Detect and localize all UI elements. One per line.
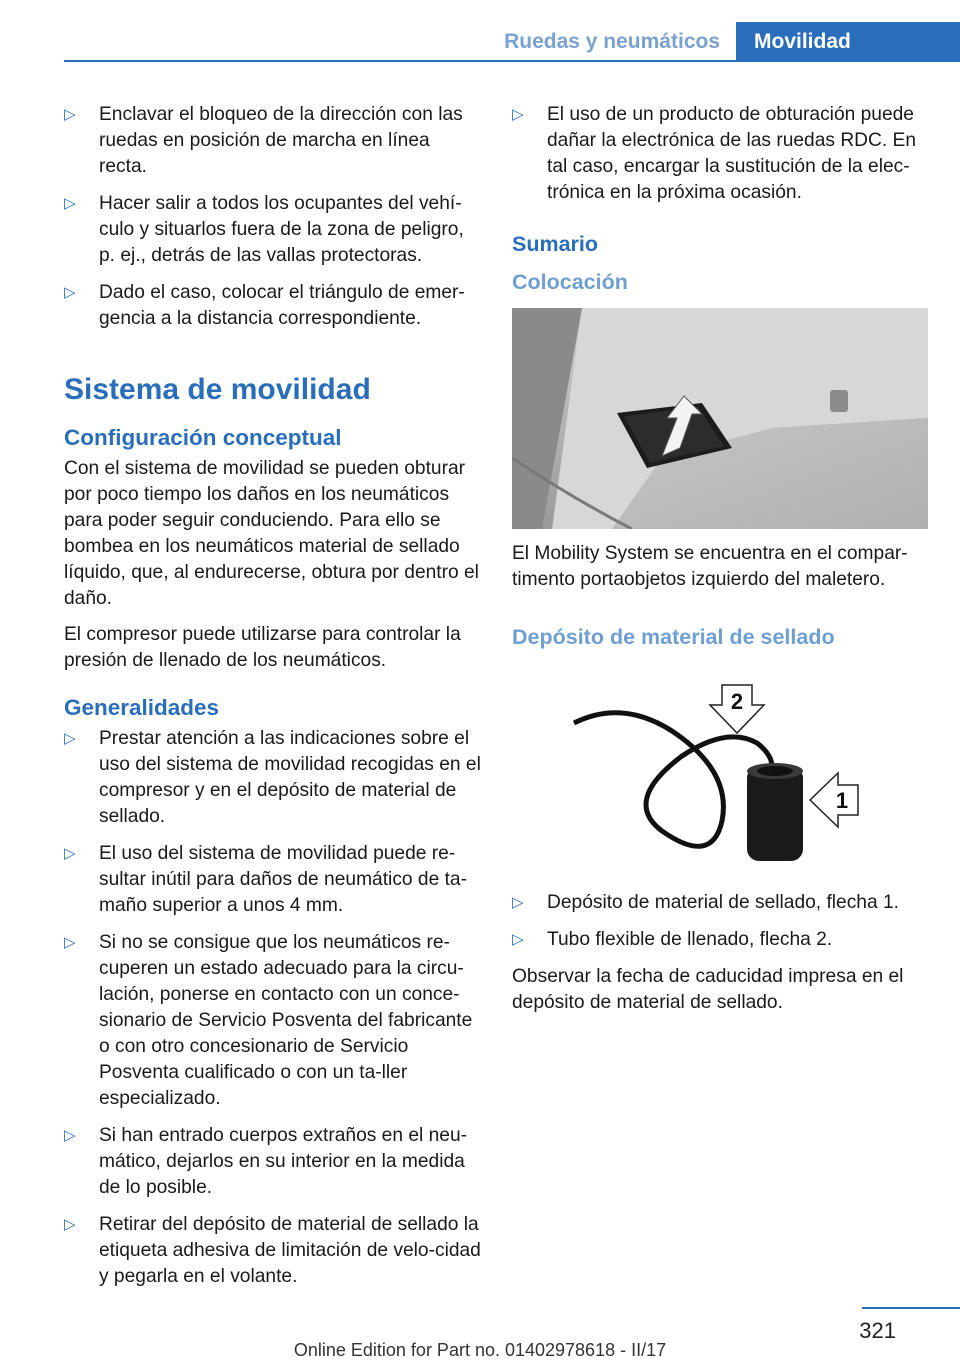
- list-item: [512, 102, 930, 206]
- placement-heading: Colocación: [512, 270, 628, 294]
- general-heading: Generalidades: [64, 695, 220, 720]
- list-item-text: Hacer salir a todos los ocupantes del vehí‐culo y situarlos fuera de la zona de peligro, p. ej., detrás de las vallas protectoras.: [99, 193, 464, 266]
- list-item: [64, 1123, 482, 1201]
- filling-hose: [574, 713, 772, 847]
- bullet-triangle-icon: ▷: [512, 894, 524, 911]
- bullet-triangle-icon: ▷: [512, 931, 524, 948]
- right-column: [512, 102, 930, 1026]
- deposit-heading: Depósito de material de sellado: [512, 625, 835, 649]
- list-item-text: Enclavar el bloqueo de la dirección con las ruedas en posición de marcha en línea recta.: [99, 104, 463, 177]
- page-number: 321: [859, 1318, 896, 1343]
- bullet-triangle-icon: ▷: [64, 1127, 76, 1144]
- arrow-1-label: 1: [835, 788, 849, 813]
- list-item-text: Tubo flexible de llenado, flecha 2.: [547, 929, 833, 950]
- list-item: [64, 726, 482, 830]
- bullet-triangle-icon: ▷: [64, 195, 76, 212]
- sealant-bottle-diagram: [512, 661, 928, 876]
- page-header: [64, 22, 960, 62]
- summary-heading: Sumario: [512, 232, 599, 256]
- header-section-title: Ruedas y neumáticos: [504, 30, 720, 53]
- bullet-triangle-icon: ▷: [512, 106, 524, 123]
- list-item: [64, 191, 482, 269]
- list-item: [64, 841, 482, 919]
- bullet-triangle-icon: ▷: [64, 1216, 76, 1233]
- list-item: [512, 890, 930, 916]
- list-item-text: Dado el caso, colocar el triángulo de emer‐gencia a la distancia correspondiente.: [99, 282, 465, 329]
- header-chapter-tab: Movilidad: [736, 22, 960, 62]
- deposit-note: Observar la fecha de caducidad impresa en el depósito de material de sellado.: [512, 966, 904, 1013]
- list-item: [64, 280, 482, 332]
- list-item-text: Retirar del depósito de material de sellado la etiqueta adhesiva de limitación de velo‐cidad y pegarla en el volante.: [99, 1214, 481, 1287]
- list-item-text: Si no se consigue que los neumáticos re‐cuperen un estado adecuado para la circu‐lación, ponerse en contacto con un conce‐sionario de Servicio Posventa del fabricante o con otro concesionario de Servicio Posventa cualificado o con un ta‐ller especializado.: [99, 932, 473, 1109]
- bullet-triangle-icon: ▷: [64, 934, 76, 951]
- list-item: [64, 930, 482, 1112]
- list-item-text: El uso del sistema de movilidad puede re‐sultar inútil para daños de neumático de ta‐maño superior a unos 4 mm.: [99, 843, 467, 916]
- arrow-1-icon: [810, 773, 858, 827]
- list-item-text: Depósito de material de sellado, flecha 1.: [547, 892, 899, 913]
- list-item-text: El uso de un producto de obturación puede dañar la electrónica de las ruedas RDC. En tal caso, encargar la sustitución de la elec‐trónica en la próxima ocasión.: [547, 104, 917, 203]
- placement-text: El Mobility System se encuentra en el compar‐timento portaobjetos izquierdo del maletero.: [512, 543, 908, 590]
- config-heading: Configuración conceptual: [64, 425, 342, 450]
- sealant-bottle: [747, 766, 803, 861]
- footer-rule: [862, 1307, 960, 1309]
- header-rule: [64, 60, 960, 62]
- config-paragraph: El compresor puede utilizarse para controlar la presión de llenado de los neumáticos.: [64, 624, 461, 671]
- footer-edition-note: Online Edition for Part no. 01402978618 - II/17: [293, 1340, 667, 1360]
- left-column: [64, 102, 482, 1301]
- trunk-compartment-photo: [512, 308, 928, 529]
- list-item-text: Prestar atención a las indicaciones sobre el uso del sistema de movilidad recogidas en el compresor y en el depósito de material de sellado.: [99, 728, 481, 827]
- config-paragraph: Con el sistema de movilidad se pueden obturar por poco tiempo los daños en los neumáticos para poder seguir conduciendo. Para ello se bombea en los neumáticos material de sellado líquido, que, al endurecerse, obtura por dentro el daño.: [64, 458, 479, 609]
- arrow-2-label: 2: [730, 689, 744, 714]
- bullet-triangle-icon: ▷: [64, 845, 76, 862]
- bullet-triangle-icon: ▷: [64, 284, 76, 301]
- list-item-text: Si han entrado cuerpos extraños en el neu‐mático, dejarlos en su interior en la medida de lo posible.: [99, 1125, 468, 1198]
- list-item: [64, 102, 482, 180]
- section-title: Sistema de movilidad: [64, 373, 371, 406]
- list-item: [64, 1212, 482, 1290]
- list-item: [512, 927, 930, 953]
- bullet-triangle-icon: ▷: [64, 730, 76, 747]
- bullet-triangle-icon: ▷: [64, 106, 76, 123]
